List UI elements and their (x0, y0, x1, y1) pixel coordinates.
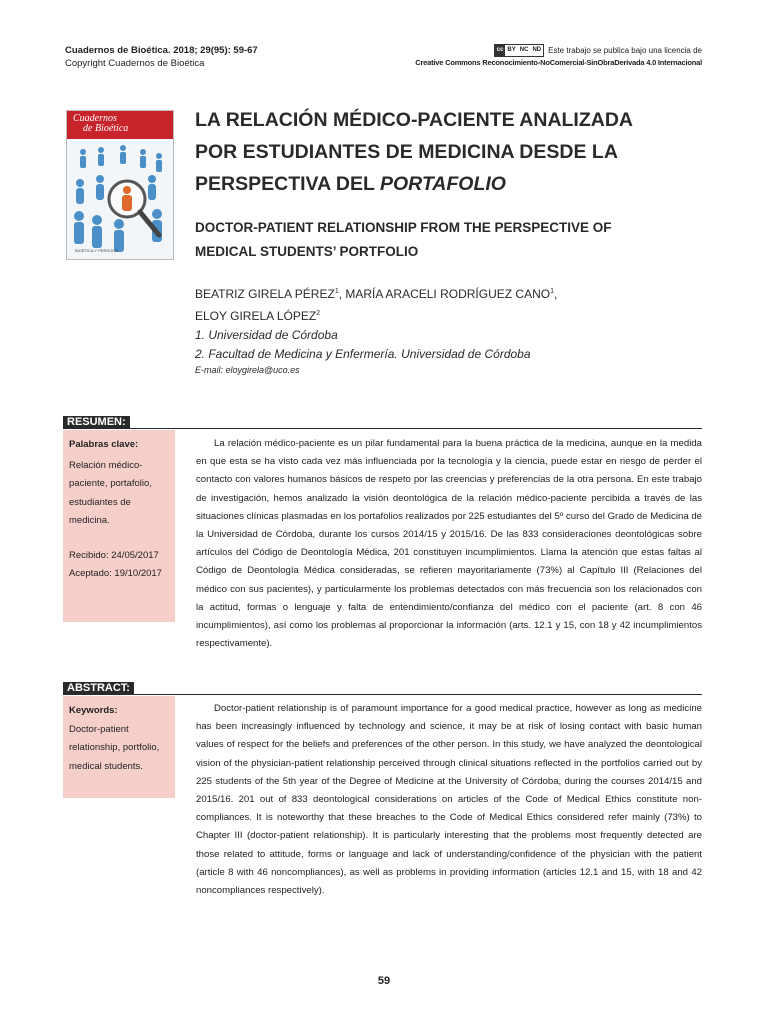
cover-footer: BIOÉTICA Y PERSONA (75, 248, 118, 253)
resumen-sidebar (63, 430, 175, 622)
resumen-label: RESUMEN: (63, 416, 130, 429)
author-block (195, 282, 675, 377)
cc-badge-by: BY (507, 47, 516, 53)
running-header (65, 44, 258, 70)
journal-citation: Cuadernos de Bioética. 2018; 29(95): 59-67 (65, 45, 258, 56)
journal-cover-image (66, 110, 174, 260)
affiliation-2: 2. Facultad de Medicina y Enfermería. Universidad de Córdoba (195, 347, 531, 361)
keywords-title-es: Palabras clave: (69, 439, 139, 450)
cover-title: Cuadernos de Bioética (73, 113, 129, 134)
cc-license-icon[interactable] (494, 44, 544, 57)
accepted-date: Aceptado: 19/10/2017 (69, 568, 162, 579)
copyright-line: Copyright Cuadernos de Bioética (65, 58, 205, 69)
author-email[interactable]: E-mail: eloygirela@uco.es (195, 365, 300, 375)
received-date: Recibido: 24/05/2017 (69, 549, 159, 561)
license-link[interactable]: Creative Commons Reconocimiento-NoComercial-SinObraDerivada 4.0 Internacional (415, 58, 702, 67)
keywords-es: Relación médico-paciente, portafolio, estudiantes de medicina. (69, 459, 152, 526)
article-subtitle: DOCTOR-PATIENT RELATIONSHIP FROM THE PERSPECTIVE OF MEDICAL STUDENTS’ PORTFOLIO (195, 220, 612, 259)
license-intro: Este trabajo se publica bajo una licencia de (548, 45, 702, 55)
abstract-rule (63, 694, 702, 695)
abstract-paragraph: Doctor-patient relationship is of paramount importance for a good medical practice, however as long as medicine has been increasingly influenced by technology and science, it may be at risk of losing contact with basic human values of respect for the beliefs and preferences of the other person. In this study, we have analyzed the deontological vision of the physician-patient relationship perceived through clinical situations reflected in the portfolios carried out by 225 students of the 5th year of the Degree of Medicine at the University of Córdoba, during the courses 2014/15 and 2015/16. 201 out of 833 deontological considerations on articles of the Code of Medical Ethics constitute non-compliances. It is noteworthy that these breaches to the Code of Medical Ethics considered refer mainly (73%) to Chapter III (doctor-patient relationship). It is particularly interesting that the problems most frequently detected are those related to attitude, forms or language and lack of understanding/confidence of the physician with the patient (article 8 with 46 noncompliances), as well as problems in providing information (articles 12.1 and 15, with 18 and 42 noncompliances respectively). (196, 703, 702, 897)
authors-line-1: BEATRIZ GIRELA PÉREZ$^1$, MARÍA ARACELI RODRÍGUEZ CANO$^1$, (195, 287, 558, 301)
article-title: LA RELACIÓN MÉDICO-PACIENTE ANALIZADA POR ESTUDIANTES DE MEDICINA DESDE LA PERSPECTIVA DEL PORTAFOLIO (195, 109, 633, 195)
cc-badge-cc: cc (495, 45, 506, 56)
keywords-title-en: Keywords: (69, 705, 118, 716)
authors-line-2: ELOY GIRELA LÓPEZ$^2$ (195, 309, 321, 323)
page-number: 59 (377, 975, 391, 987)
cc-badge-nd: ND (532, 47, 542, 53)
resumen-body (196, 435, 702, 653)
license-header (415, 44, 702, 69)
abstract-sidebar (63, 696, 175, 798)
resumen-paragraph: La relación médico-paciente es un pilar fundamental para la buena práctica de la medicina, aunque en la medida en que esta se ha visto cada vez más influenciada por la tecnología y la ciencia, puede estar en riesgo de perder el contacto con valores humanos básicos de respeto por las creencias y preferencias de la otra persona. En este trabajo de investigación, hemos analizado la visión deontológica de la relación médico-paciente percibida a través de las situaciones clínicas plasmadas en los portafolios realizados por 225 estudiantes del 5º curso del Grado de Medicina de la Universidad de Córdoba, durante los cursos 2014/15 y 2015/16. De las 833 consideraciones deontológicas sobre artículos del Código de Deontología Médica, 201 constituyen incumplimientos. Llama la atención que estas faltas al Código de Deontología Médica consideradas, se refieren mayoritariamente (73%) al Capítulo III (Relaciones del médico con sus pacientes), y particularmente los problemas detectados con más frecuencia son los relacionados con la actitud, formas o lenguaje y falta de entendimiento/confianza del médico con el paciente (art. 8 con 46 incumplimientos), así como los problemas al proporcionar la información (arts. 12.1 y 15, con 18 y 42 incumplimientos respectivamente). (196, 438, 702, 650)
abstract-label: ABSTRACT: (63, 682, 134, 695)
abstract-body (196, 700, 702, 900)
cc-badge-nc: NC (519, 47, 529, 53)
people-illustration (67, 111, 173, 259)
resumen-rule (63, 428, 702, 429)
affiliation-1: 1. Universidad de Córdoba (195, 328, 338, 342)
keywords-en: Doctor-patient relationship, portfolio, medical students. (69, 723, 160, 772)
